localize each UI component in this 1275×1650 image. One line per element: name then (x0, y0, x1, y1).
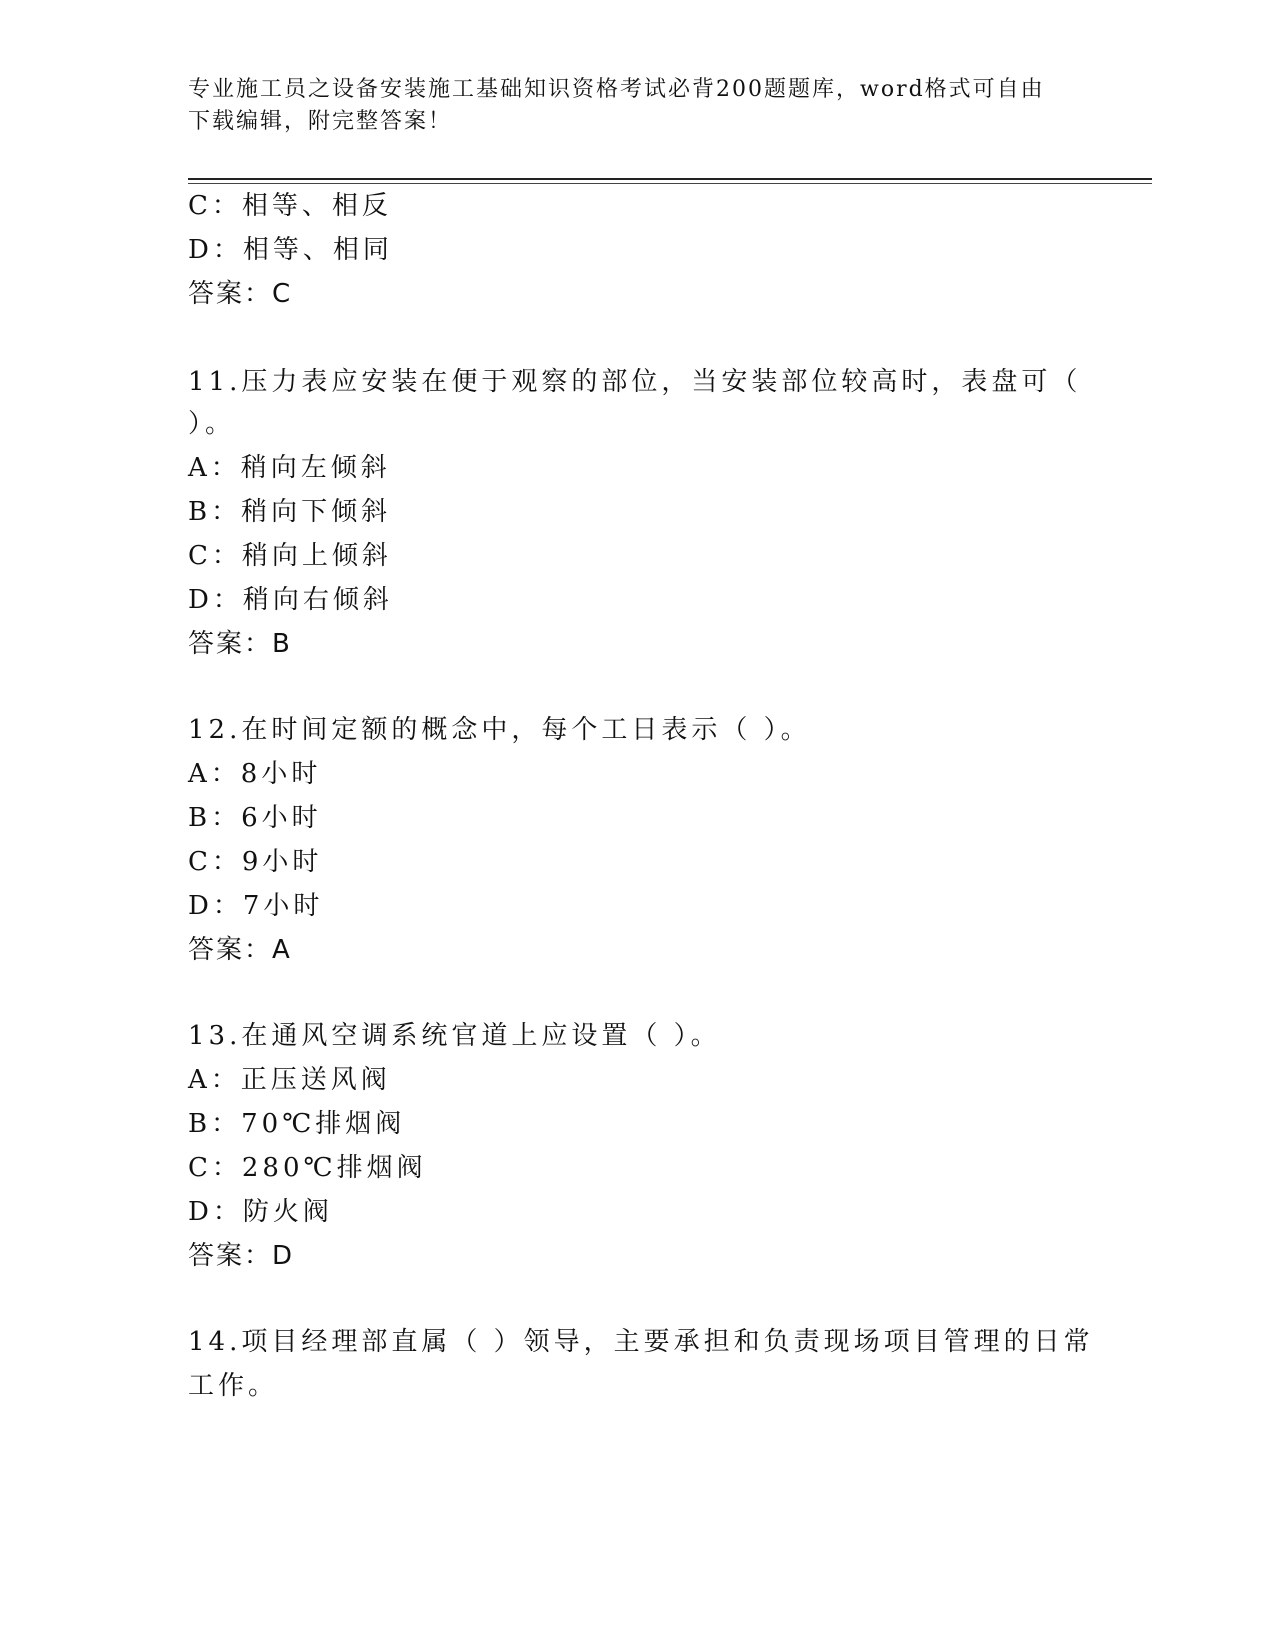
q14-stem-line-2: 工作。 (188, 1371, 279, 1401)
q11-option-b: B：稍向下倾斜 (188, 497, 392, 527)
q13-option-b: B：70℃排烟阀 (188, 1109, 406, 1139)
q12-option-c: C：9小时 (188, 847, 323, 877)
header-line-2: 下载编辑，附完整答案！ (188, 109, 453, 134)
q11-stem-line-2: ）。 (188, 409, 236, 439)
q11-option-a: A：稍向左倾斜 (188, 453, 391, 483)
q11-option-d: D：稍向右倾斜 (188, 585, 393, 615)
q10-answer: 答案：C (188, 279, 293, 309)
q13-answer: 答案：D (188, 1241, 295, 1271)
header-rule-thick (188, 178, 1152, 180)
q11-stem-line-1: 11.压力表应安装在便于观察的部位，当安装部位较高时，表盘可（ (188, 367, 1082, 397)
q10-option-d: D：相等、相同 (188, 235, 393, 265)
q11-answer: 答案：B (188, 629, 292, 659)
q13-option-a: A：正压送风阀 (188, 1065, 391, 1095)
q10-option-c: C：相等、相反 (188, 191, 392, 221)
q14-stem-line-1: 14.项目经理部直属（ ）领导，主要承担和负责现场项目管理的日常 (188, 1327, 1094, 1357)
q12-option-b: B：6小时 (188, 803, 322, 833)
q13-option-c: C：280℃排烟阀 (188, 1153, 427, 1183)
q12-answer: 答案：A (188, 935, 292, 965)
q12-stem-line-1: 12.在时间定额的概念中，每个工日表示（ ）。 (188, 715, 811, 745)
q13-stem-line-1: 13.在通风空调系统官道上应设置（ ）。 (188, 1021, 721, 1051)
q12-option-a: A：8小时 (188, 759, 322, 789)
document-header (188, 74, 1068, 138)
header-rule-thin (188, 183, 1152, 184)
q12-option-d: D：7小时 (188, 891, 324, 921)
q13-option-d: D：防火阀 (188, 1197, 333, 1227)
header-line-1: 专业施工员之设备安装施工基础知识资格考试必背200题题库，word格式可自由 (188, 77, 1045, 102)
q11-option-c: C：稍向上倾斜 (188, 541, 392, 571)
